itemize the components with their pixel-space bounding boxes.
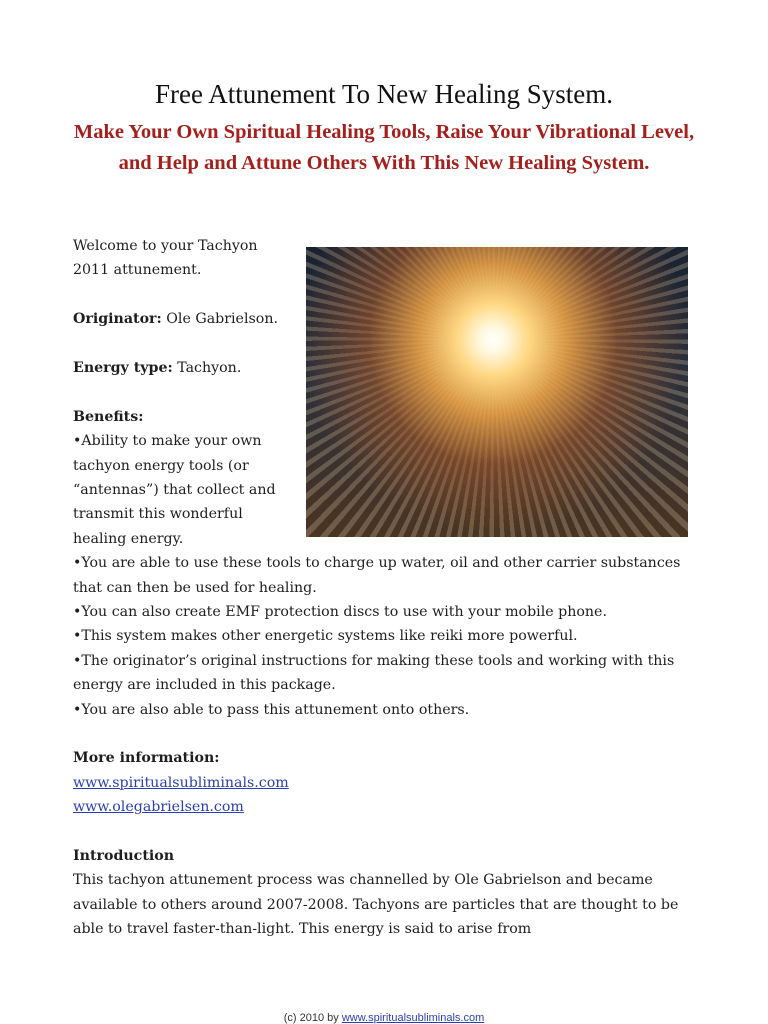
document-title: Free Attunement To New Healing System.	[154, 79, 614, 109]
page-footer	[0, 1012, 768, 1024]
footer-link[interactable]: www.spiritualsubliminals.com	[341, 1012, 485, 1024]
energy-type-label: Energy type:	[73, 360, 173, 376]
originator-value: Ole Gabrielson.	[161, 311, 278, 328]
benefit-item: •The originator’s original instructions for making these tools and working with this energy are included in this package.	[73, 652, 675, 694]
link-olegabrielsen[interactable]: www.olegabrielsen.com	[73, 799, 244, 816]
more-info-label: More information:	[73, 750, 220, 767]
energy-type-line	[73, 356, 293, 380]
document-subtitle: Make Your Own Spiritual Healing Tools, Raise Your Vibrational Level, and Help and Attune Others With This New Healing System.	[73, 121, 695, 174]
originator-line	[73, 307, 293, 331]
benefit-item: •You can also create EMF protection discs to use with your mobile phone.	[73, 604, 607, 621]
link-spiritualsubliminals[interactable]: www.spiritualsubliminals.com	[73, 774, 289, 791]
benefits-label: Benefits:	[73, 408, 144, 425]
introduction-text: This tachyon attunement process was channelled by Ole Gabrielson and became available to others around 2007-2008. Tachyons are particles that are thought to be able to travel faster-than-light. This energy is said to arise from	[73, 872, 679, 938]
benefit-item: •Ability to make your own tachyon energy tools (or “antennas”) that collect and transmit this wonderful healing energy.	[73, 433, 276, 547]
footer-copyright: (c) 2010 by	[283, 1012, 342, 1024]
benefit-item: •You are also able to pass this attunement onto others.	[73, 701, 470, 718]
benefit-item: •You are able to use these tools to charge up water, oil and other carrier substances that can then be used for healing.	[73, 555, 681, 596]
originator-label: Originator:	[73, 311, 162, 328]
energy-type-value: Tachyon.	[172, 360, 242, 376]
welcome-text: Welcome to your Tachyon 2011 attunement.	[73, 238, 258, 279]
introduction-heading: Introduction	[73, 848, 175, 865]
benefit-item: •This system makes other energetic systems like reiki more powerful.	[73, 628, 578, 645]
document-body	[73, 234, 693, 942]
